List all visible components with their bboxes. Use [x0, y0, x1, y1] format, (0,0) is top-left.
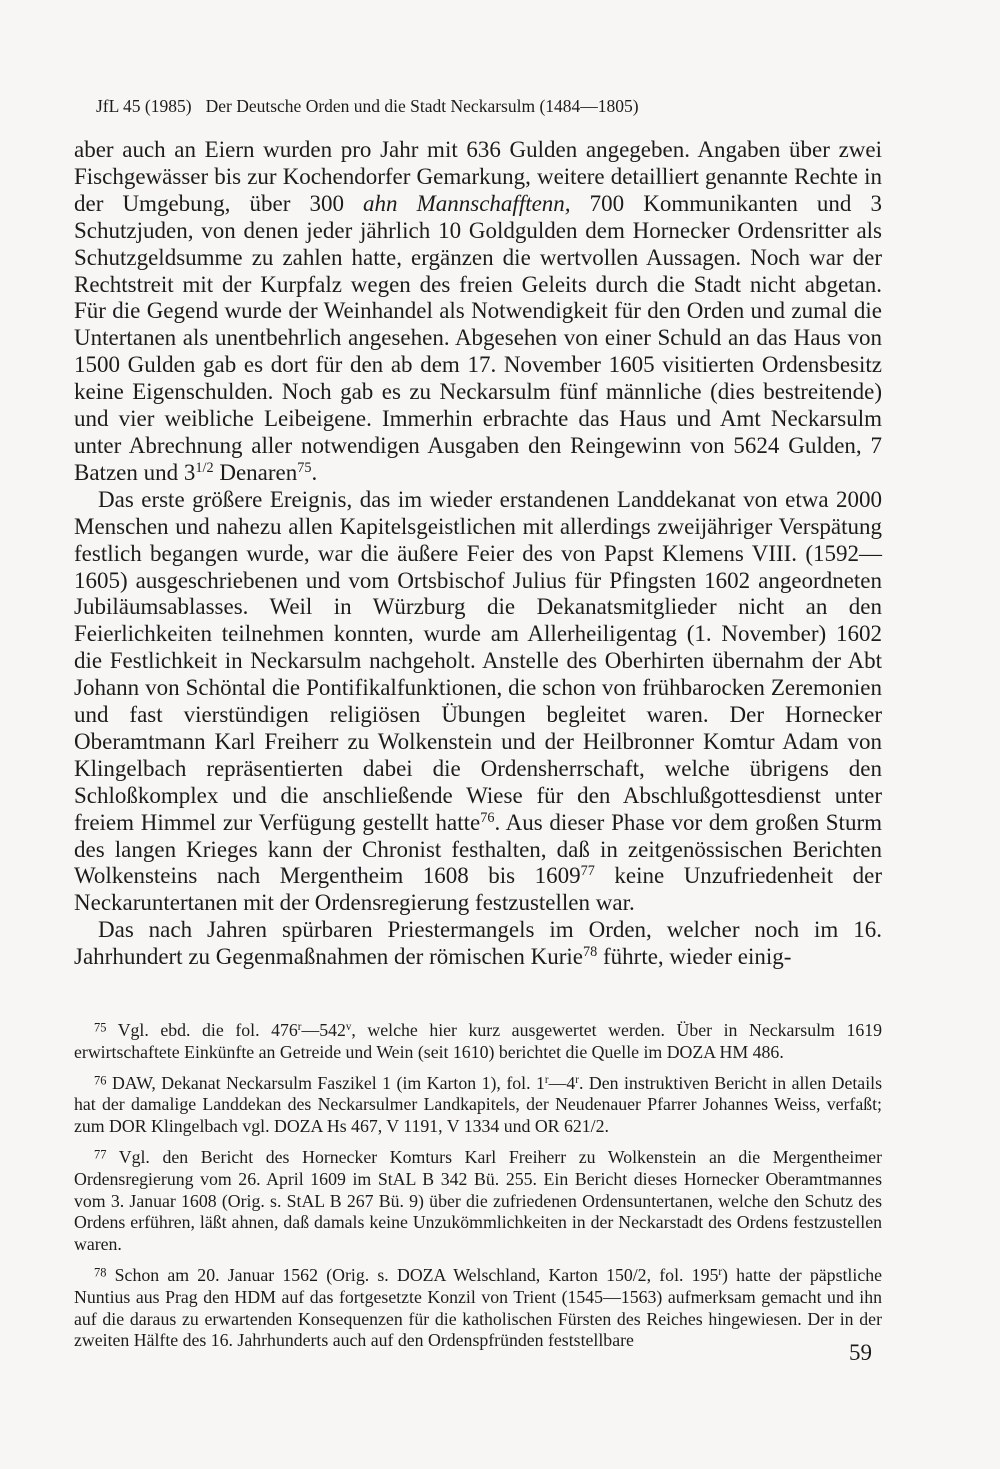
footnote-number: 78	[94, 1265, 107, 1280]
footnote-number: 77	[94, 1147, 107, 1162]
fraction: 1/2	[195, 460, 214, 477]
paragraph: Das nach Jahren spürbaren Priestermangels im Orden, welcher noch im 16. Jahrhundert zu Gegenmaßnahmen der römischen Kurie$^{78}$ führte, wieder einig-	[74, 917, 882, 970]
body-text	[74, 137, 882, 971]
footnote-reference: 78	[583, 944, 598, 961]
footnotes	[74, 1020, 882, 1361]
journal-reference: JfL 45 (1985)	[96, 96, 192, 116]
footnote: $^{75}$ Vgl. ebd. die fol. 476$^r$—542$^v$, welche hier kurz ausgewertet werden. Über in Neckarsulm 1619 erwirtschaftete Einkünfte an Getreide und Wein (seit 1610) berichtet die Quelle im DOZA HM 486.	[74, 1020, 883, 1062]
footnote: $^{76}$ DAW, Dekanat Neckarsulm Faszikel 1 (im Karton 1), fol. 1$^r$—4$^r$. Den instruktiven Bericht in allen Details hat der damalige Landdekan des Neckarsulmer Landkapitels, der Neudenauer Pfarrer Johannes Weiss, verfaßt; zum DOR Klingelbach vgl. DOZA Hs 467, V 1191, V 1334 und OR 621/2.	[74, 1072, 882, 1137]
footnote: $^{77}$ Vgl. den Bericht des Hornecker Komturs Karl Freiherr zu Wolkenstein an die Mergentheimer Ordensregierung vom 26. April 1609 im StAL B 342 Bü. 255. Ein Bericht dieses Hornecker Oberamtmannes vom 3. Januar 1608 (Orig. s. StAL B 267 Bü. 9) über die zufriedenen Ordensuntertanen, welche den Schutz des Ordens erführen, läßt ahnen, daß damals keine Unzukömmlichkeiten in der Neckarstadt des Ordens festzustellen waren.	[74, 1146, 882, 1255]
running-head	[96, 95, 916, 117]
paragraph: aber auch an Eiern wurden pro Jahr mit 636 Gulden angegeben. Angaben über zwei Fischgewässer bis zur Kochendorfer Gemarkung, weitere detailliert genannte Rechte in der Umgebung, über 300 ahn Mannschafftenn, 700 Kommunikanten und 3 Schutzjuden, von denen jeder jährlich 10 Goldgulden dem Hornecker Ordensritter als Schutzgeldsumme zu zahlen hatte, ergänzen die wertvollen Aussagen. Noch war der Rechtstreit mit der Kurpfalz wegen des freien Geleits durch die Stadt nicht abgetan. Für die Gegend wurde der Weinhandel als Notwendigkeit für den Orden und zumal die Untertanen als unentbehrlich angesehen. Abgesehen von einer Schuld an das Haus von 1500 Gulden gab es dort für den ab dem 17. November 1605 visitierten Ordensbesitz keine Eigenschulden. Noch gab es zu Neckarsulm fünf männliche (dies bestreitende) und vier weibliche Leibeigene. Immerhin erbrachte das Haus und Amt Neckarsulm unter Abrechnung aller notwendigen Ausgaben den Reingewinn von 5624 Gulden, 7 Batzen und $3^{1/2}$ Denaren$^{75}$.	[74, 137, 882, 485]
article-title: Der Deutsche Orden und die Stadt Neckarsulm (1484—1805)	[205, 96, 639, 116]
footnote-reference: 77	[580, 863, 595, 880]
footnote-number: 75	[94, 1020, 107, 1035]
page-number: 59	[849, 1340, 872, 1365]
italic-quote: ahn Mannschafftenn,	[363, 190, 571, 216]
footnote: $^{78}$ Schon am 20. Januar 1562 (Orig. s. DOZA Welschland, Karton 150/2, fol. 195$^r$) hatte der päpstliche Nuntius aus Prag den HDM auf das fortgesetzte Konzil von Trient (1545—1563) aufmerksam gemacht und ihn auf die daraus zu erwartenden Konsequenzen für die katholischen Fürsten des Reiches hingewiesen. Der in der zweiten Hälfte des 16. Jahrhunderts auch auf den Ordenspfründen feststellbare	[74, 1264, 882, 1351]
paragraph: Das erste größere Ereignis, das im wieder erstandenen Landdekanat von etwa 2000 Menschen und nahezu allen Kapitelsgeistlichen mit allerdings zweijähriger Verspätung festlich begangen wurde, war die äußere Feier des von Papst Klemens VIII. (1592—1605) ausgeschriebenen und vom Ortsbischof Julius für Pfingsten 1602 angeordneten Jubiläumsablasses. Weil in Würzburg die Dekanatsmitglieder nicht an den Feierlichkeiten teilnehmen konnten, wurde am Allerheiligentag (1. November) 1602 die Festlichkeit in Neckarsulm nachgeholt. Anstelle des Oberhirten übernahm der Abt Johann von Schöntal die Pontifikalfunktionen, die schon von frühbarocken Zeremonien und fast vierstündigen religiösen Übungen begleitet waren. Der Hornecker Oberamtmann Karl Freiherr zu Wolkenstein und der Heilbronner Komtur Adam von Klingelbach repräsentierten dabei die Ordensherrschaft, welche übrigens den Schloßkomplex und die anschließende Wiese für den Abschlußgottesdienst unter freiem Himmel zur Verfügung gestellt hatte$^{76}$. Aus dieser Phase vor dem großen Sturm des langen Krieges kann der Chronist festhalten, daß in zeitgenössischen Berichten Wolkensteins nach Mergentheim 1608 bis 1609$^{77}$ keine Unzufriedenheit der Neckaruntertanen mit der Ordensregierung festzustellen war.	[74, 486, 882, 916]
footnote-number: 76	[94, 1073, 107, 1088]
footnote-reference: 75	[297, 460, 312, 477]
footnote-reference: 76	[480, 809, 495, 826]
